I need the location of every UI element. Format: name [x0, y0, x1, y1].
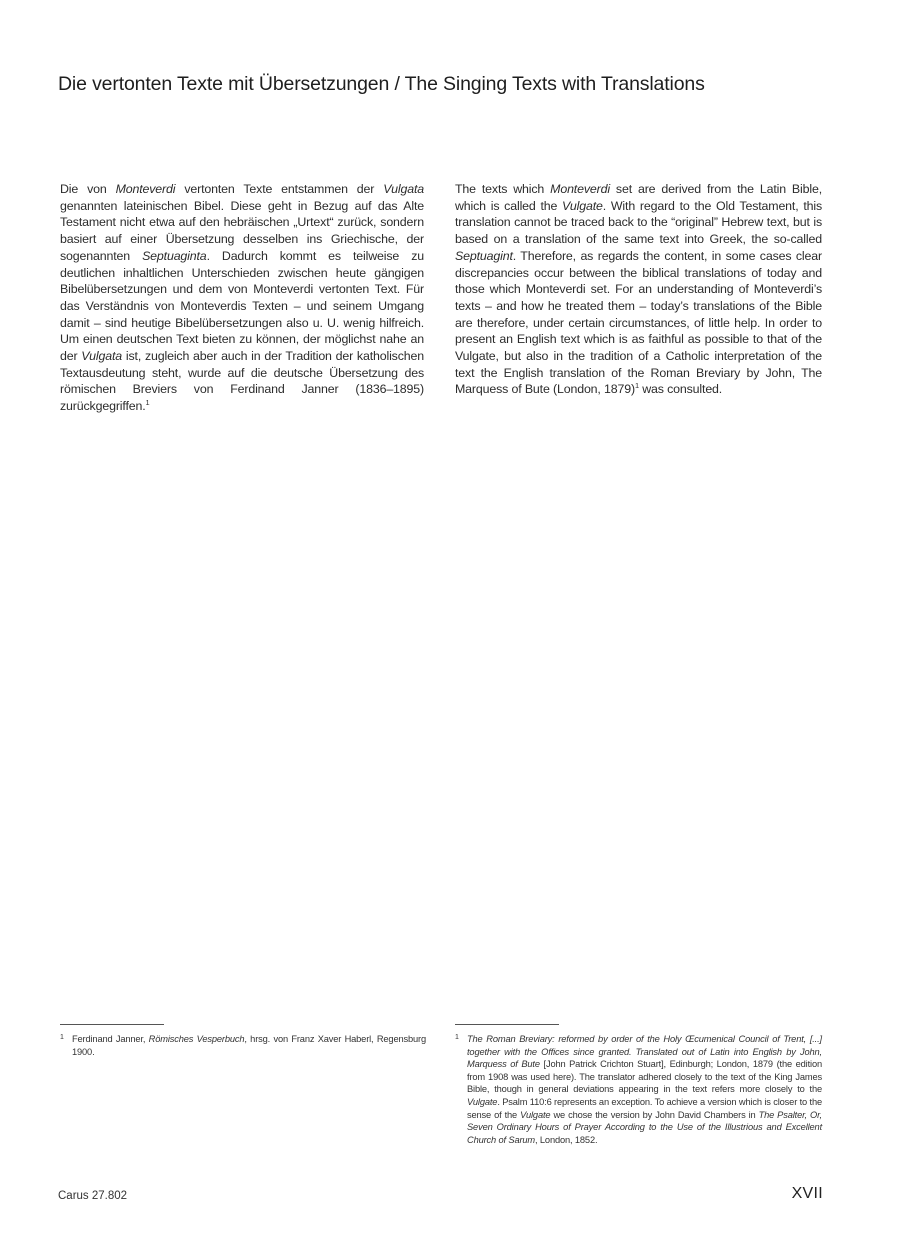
footnote-reference[interactable]: 1 [634, 381, 639, 391]
footnote-german [60, 1033, 426, 1058]
catalog-number: Carus 27.802 [58, 1190, 128, 1202]
footnote-reference[interactable]: 1 [145, 398, 150, 408]
page-title: Die vertonten Texte mit Übersetzungen / The Singing Texts with Translations [58, 73, 705, 95]
footnote-text: The Roman Breviary: reformed by order of the Holy Œcumenical Council of Trent, [...] together with the Offices since granted. Translated out of Latin into English by John, Marquess of Bute [John Patrick Crichton Stuart], Edinburgh; London, 1879 (the edition from 1908 was used here). The translator adhered closely to the text of the King James Bible, though in general deviations appearing in the text refers more closely to the Vulgate. Psalm 110:6 represents an exception. To achieve a version which is closer to the sense of the Vulgate we chose the version by John David Chambers in The Psalter, Or, Seven Ordinary Hours of Prayer According to the Use of the Illustrious and Excellent Church of Sarum, London, 1852. [467, 1034, 822, 1145]
english-paragraph: The texts which Monteverdi set are derived from the Latin Bible, which is called the Vulgate. With regard to the Old Testament, this translation cannot be traced back to the “original” Hebrew text, but is based on a translation of the same text into Greek, the so-called Septuagint. Therefore, as regards the content, in some cases clear discrepancies occur between the biblical translations of today and those which Monteverdi set. For an understanding of Monteverdi’s texts – and how he treated them – today’s translations of the Bible are therefore, under certain circumstances, of little help. In order to present an English text which is as faithful as possible to that of the Vulgate, but also in the tradition of a Catholic interpretation of the text the English translation of the Roman Breviary by John, The Marquess of Bute (London, 1879)$^1$ was consulted. [455, 182, 823, 397]
german-paragraph: Die von Monteverdi vertonten Texte entstammen der Vulgata genannten lateinischen Bibel. Diese geht in Bezug auf das Alte Testament nicht etwa auf den hebräischen „Urtext“ zurück, sondern basiert auf einer Übersetzung desselben ins Griechische, der sogenannten Septuaginta. Dadurch kommt es teilweise zu deutlichen inhaltlichen Unterschieden zwischen heute gängigen Bibelübersetzungen und dem von Monteverdi vertonten Text. Für das Verständnis von Monteverdis Texten – und seinem Umgang damit – sind heutige Bibelübersetzungen also u. U. wenig hilfreich. Um einen deutschen Text bieten zu können, der möglichst nahe an der Vulgata ist, zugleich aber auch in der Tradition der katholischen Textausdeutung steht, wurde auf die deutsche Übersetzung des römischen Breviers von Ferdinand Janner (1836–1895) zurückgegriffen.$^1$ [60, 182, 425, 414]
footnote-divider [455, 1024, 559, 1025]
german-text-column [60, 181, 424, 415]
english-text-column [455, 181, 822, 398]
footnote-text: Ferdinand Janner, Römisches Vesperbuch, hrsg. von Franz Xaver Haberl, Regensburg 1900. [72, 1034, 426, 1057]
footnote-english [455, 1033, 822, 1146]
footnote-number: 1 [455, 1034, 459, 1041]
footnote-divider [60, 1024, 164, 1025]
footnote-number: 1 [60, 1034, 64, 1041]
page-number: XVII [791, 1185, 823, 1202]
